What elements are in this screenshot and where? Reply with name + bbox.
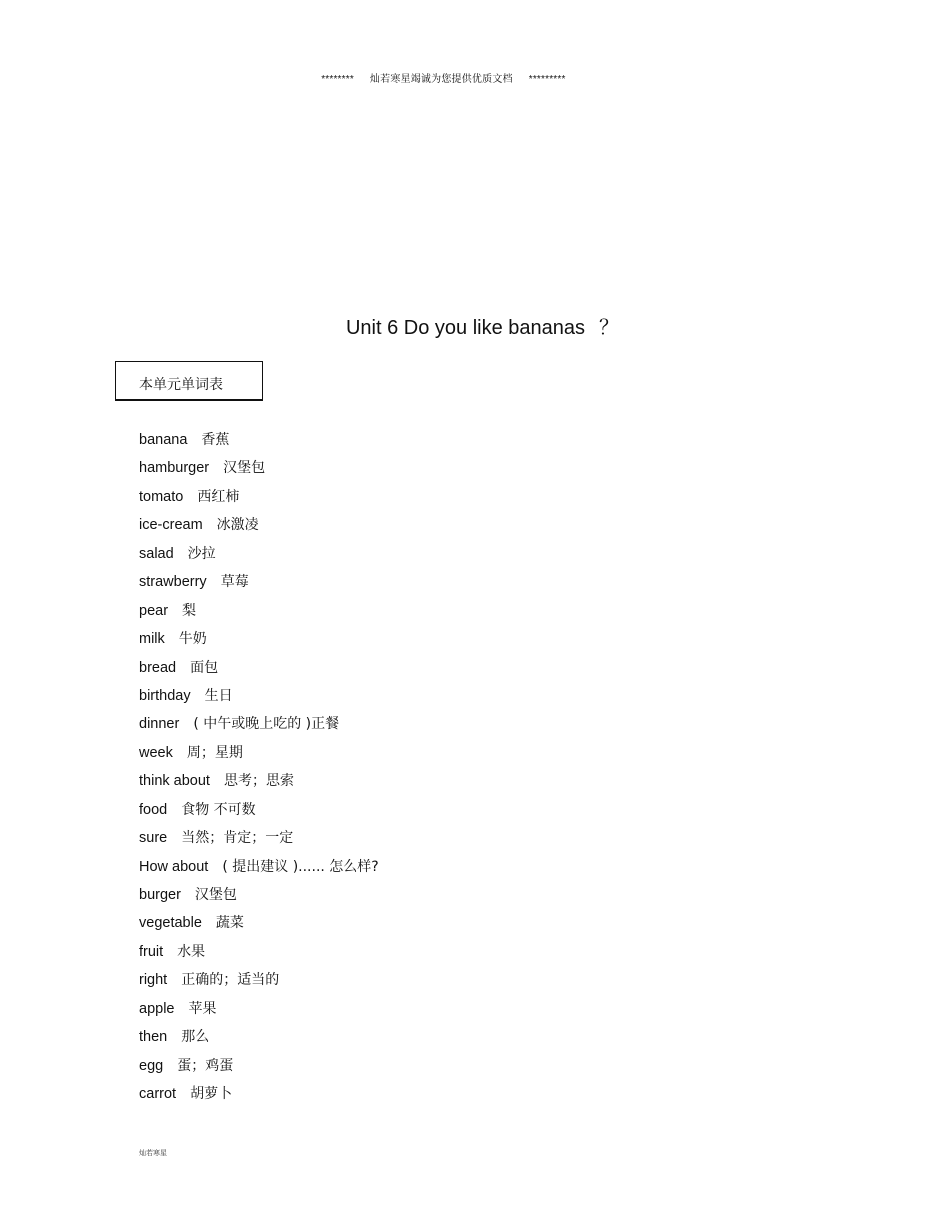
vocab-item <box>139 1056 379 1084</box>
vocab-chinese: 周；星期 <box>186 744 243 761</box>
vocab-chinese: 当然；肯定；一定 <box>181 830 294 847</box>
vocab-chinese: 生日 <box>204 687 233 704</box>
vocab-item <box>139 629 379 657</box>
header-stars-left: ******** <box>321 74 354 85</box>
vocab-item <box>139 714 379 742</box>
vocab-chinese: ( 中午或晚上吃的 )正餐 <box>193 716 340 733</box>
vocab-chinese: 思考；思索 <box>223 773 294 790</box>
vocab-item <box>139 942 379 970</box>
vocab-english: hamburger <box>139 460 210 477</box>
vocab-chinese: 蔬菜 <box>215 915 244 932</box>
vocab-english: then <box>139 1029 168 1046</box>
vocab-chinese: 水果 <box>177 943 206 960</box>
vocab-item <box>139 771 379 799</box>
vocab-english: carrot <box>139 1086 177 1103</box>
vocab-chinese: ( 提出建议 )...... 怎么样? <box>222 858 379 875</box>
vocab-english: vegetable <box>139 915 202 932</box>
vocab-chinese: 苹果 <box>188 1000 217 1017</box>
vocab-item <box>139 885 379 913</box>
vocab-english: bread <box>139 659 177 676</box>
vocab-english: ice-cream <box>139 517 203 534</box>
vocab-english: fruit <box>139 943 164 960</box>
vocab-item <box>139 458 379 486</box>
vocab-chinese: 沙拉 <box>187 545 216 562</box>
page-footer: 灿若寒星 <box>139 1149 167 1157</box>
vocab-chinese: 汉堡包 <box>194 887 237 903</box>
page-header <box>0 59 880 85</box>
vocab-chinese: 蛋；鸡蛋 <box>177 1057 234 1074</box>
vocab-english: apple <box>139 1000 175 1017</box>
vocab-english: think about <box>139 773 210 790</box>
vocab-english: egg <box>139 1057 164 1074</box>
vocab-english: salad <box>139 545 174 562</box>
vocab-item <box>139 999 379 1027</box>
vocab-chinese: 西红柿 <box>197 488 240 505</box>
vocab-english: right <box>139 972 168 989</box>
vocab-item <box>139 572 379 600</box>
vocab-chinese: 草莓 <box>220 574 249 591</box>
section-label: 本单元单词表 <box>139 377 223 393</box>
vocab-english: strawberry <box>139 574 207 591</box>
vocab-item <box>139 658 379 686</box>
vocab-item <box>139 487 379 515</box>
vocab-english: sure <box>139 830 168 847</box>
vocab-item <box>139 828 379 856</box>
vocab-english: birthday <box>139 687 191 704</box>
title-text: Unit 6 Do you like bananas <box>345 317 586 339</box>
vocab-item <box>139 857 379 885</box>
vocab-chinese: 香蕉 <box>201 432 230 448</box>
vocab-english: burger <box>139 887 181 903</box>
vocab-english: milk <box>139 631 165 648</box>
vocab-chinese: 食物 不可数 <box>181 801 256 818</box>
vocabulary-list <box>139 430 379 1113</box>
vocab-chinese: 正确的；适当的 <box>181 972 280 989</box>
vocab-item <box>139 601 379 629</box>
vocab-chinese: 那么 <box>181 1029 210 1046</box>
vocab-chinese: 梨 <box>182 602 197 619</box>
vocab-chinese: 牛奶 <box>178 631 207 648</box>
vocab-item <box>139 970 379 998</box>
vocab-item <box>139 544 379 572</box>
vocab-english: week <box>139 744 173 761</box>
vocab-item <box>139 686 379 714</box>
vocab-item <box>139 743 379 771</box>
vocab-item <box>139 800 379 828</box>
vocab-english: tomato <box>139 488 184 505</box>
page-title <box>0 311 950 340</box>
vocab-item <box>139 1027 379 1055</box>
vocab-chinese: 胡萝卜 <box>190 1086 233 1103</box>
vocab-chinese: 汉堡包 <box>223 460 266 477</box>
vocab-item <box>139 515 379 543</box>
vocab-item <box>139 430 379 458</box>
vocab-english: How about <box>139 858 209 875</box>
vocab-english: pear <box>139 602 169 619</box>
vocab-item <box>139 913 379 941</box>
header-stars-right: ********* <box>528 74 566 85</box>
header-text: 灿若寒星竭诚为您提供优质文档 <box>369 74 513 85</box>
section-label-box <box>115 361 263 401</box>
vocab-english: dinner <box>139 716 180 733</box>
vocab-english: food <box>139 801 168 818</box>
title-question-mark: ？ <box>599 317 620 339</box>
vocab-chinese: 冰激凌 <box>216 517 259 534</box>
vocab-chinese: 面包 <box>190 659 219 676</box>
vocab-item <box>139 1084 379 1112</box>
vocab-english: banana <box>139 432 188 448</box>
